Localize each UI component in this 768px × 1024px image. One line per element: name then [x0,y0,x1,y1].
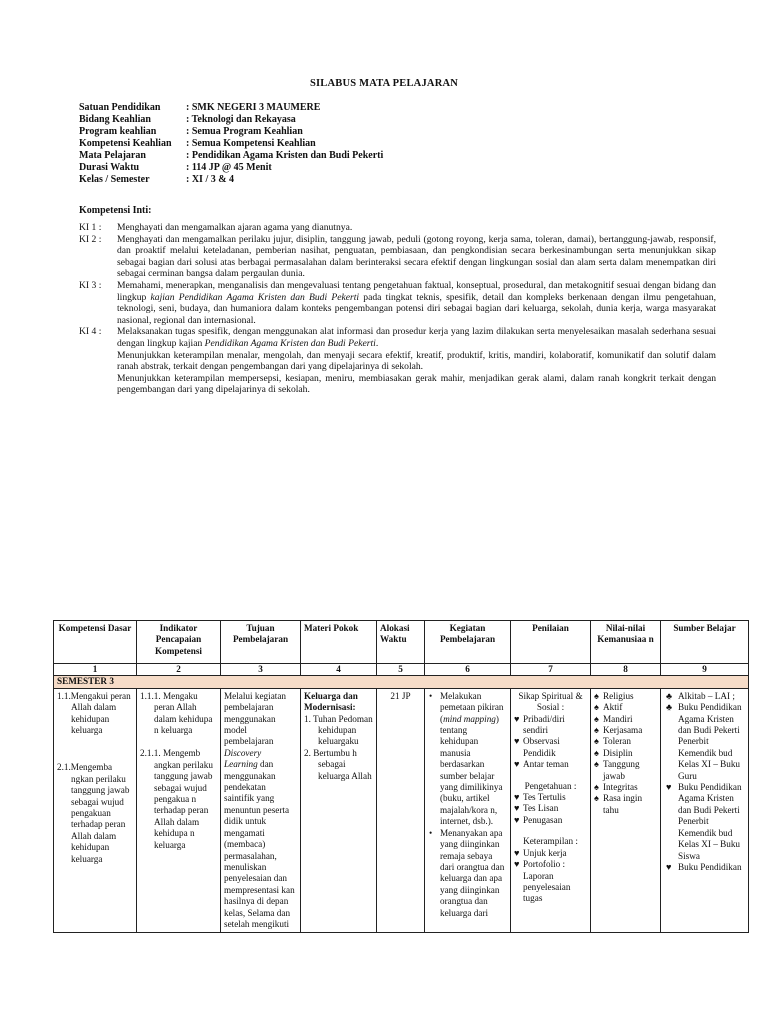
penilaian-heading: Sikap Spiritual & Sosial : [518,690,583,713]
spade-icon: ♠ [594,759,599,770]
list-item-text: Penugasan [523,814,563,825]
list-item [594,725,657,736]
kegiatan-cell [425,688,511,933]
kd-item: 2.1.Mengemba ngkan perilaku tanggung jawab sebagai wujud pengakuan terhadap peran Allah dalam kehidupan keluarga [57,762,130,864]
list-item-text: Buku Pendidikan Agama Kristen dan Budi Pekerti Penerbit Kemendik bud Kelas XI – Buku Guru [678,702,742,781]
info-label: Mata Pelajaran [79,150,146,161]
ki-text-part: . [375,337,379,349]
kegiatan-text: Melakukan pemetaan pikiran ( [440,690,504,724]
heart-icon: ♥ [666,782,672,793]
ipk-item: 1.1.1. Mengaku peran Allah dalam kehidupa n keluarga [140,690,213,736]
info-row [79,102,383,114]
list-item [594,714,657,725]
heart-icon: ♥ [514,736,520,747]
ki-text: Menunjukkan keterampilan menalar, mengolah, dan menyaji secara efektif, kreatif, produktif, kritis, mandiri, kolaboratif, komunikatif dan solutif dalam ranah abstrak, terkait dengan pengembangan dari yang dipelajarinya di sekolah. [117,349,716,373]
tujuan-text: dan menggunakan pendekatan saintifik yang menuntun peserta didik untuk mengamati (membaca) permasalahan, menuliskan penyelesaian dan mempresentasi kan hasilnya di depan kelas, Selama dan setelah mengikuti [224,759,295,929]
column-number: 2 [137,664,221,676]
list-item [666,782,745,862]
list-item-text: Kerjasama [603,725,643,736]
list-item [666,691,745,702]
spade-icon: ♠ [594,690,599,701]
info-label: Satuan Pendidikan [79,102,161,113]
document-title: SILABUS MATA PELAJARAN [309,78,459,89]
list-item [514,815,587,826]
list-item-text: Unjuk kerja [523,847,567,858]
tujuan-cell [221,688,301,933]
list-item-text: Mandiri [603,713,633,724]
info-label: Bidang Keahlian [79,114,151,125]
list-item [514,736,587,759]
column-header: Tujuan Pembelajaran [221,621,301,664]
club-icon: ♣ [666,702,673,713]
column-header: Nilai-nilai Kemanusiaa n [591,621,661,664]
info-row [79,174,383,186]
info-value: : Pendidikan Agama Kristen dan Budi Pekerti [186,150,384,161]
column-number: 9 [661,664,749,676]
column-number: 3 [221,664,301,676]
heart-icon: ♥ [514,814,520,825]
ipk-cell [137,688,221,933]
column-header: Alokasi Waktu [377,621,425,664]
materi-cell [301,688,377,933]
spade-icon: ♠ [594,793,599,804]
syllabus-table [53,620,749,933]
heart-icon: ♥ [514,803,520,814]
spade-icon: ♠ [594,725,599,736]
list-item [666,862,745,873]
info-value: : XI / 3 & 4 [186,174,235,185]
kegiatan-text: ) tentang kehidupan manusia berdasarkan sumber belajar yang dimilikinya (buku, artikel majalah/kora n, internet, dsb.). [440,713,503,827]
kegiatan-text-italic: mind mapping [443,713,496,724]
column-header: Kompetensi Dasar [54,621,137,664]
ki-text-italic: Pendidikan Agama Kristen dan Budi Pekerti [204,337,376,349]
kegiatan-item: • Menanyakan apa yang diinginkan remaja sebaya dari orangtua dan keluarga dan apa yang diinginkan orangtua dan keluarga dari [428,828,507,919]
ki-text [117,326,716,349]
ki-item [79,222,716,234]
list-item-text: Tes Tertulis [523,792,566,803]
ipk-item: 2.1.1. Mengemb angkan perilaku tanggung jawab sebagai wujud pengakua n terhadap peran Allah dalam kehidupa n keluarga [140,748,213,850]
column-header: Sumber Belajar [661,621,749,664]
heart-icon: ♥ [514,847,520,858]
list-item-text: Disiplin [603,747,633,758]
list-item-text: Rasa ingin tahu [603,793,643,815]
ki-number: KI 3 : [79,279,102,291]
column-number: 7 [511,664,591,676]
list-item [514,848,587,859]
column-header: Indikator Pencapaian Kompetensi [137,621,221,664]
column-header: Kegiatan Pembelajaran [425,621,511,664]
info-label: Kelas / Semester [79,174,150,185]
info-value: : Semua Program Keahlian [186,126,303,137]
heart-icon: ♥ [514,713,520,724]
info-label: Program keahlian [79,126,157,137]
kd-item: 1.1.Mengakui peran Allah dalam kehidupan keluarga [57,690,131,736]
info-value: : 114 JP @ 45 Menit [186,162,272,173]
list-item-text: Integritas [603,782,638,793]
info-row [79,114,383,126]
ki-heading: Kompetensi Inti: [79,205,152,216]
spade-icon: ♠ [594,747,599,758]
list-item-text: Aktif [603,702,623,713]
table-header-row [54,621,749,664]
ki-text: Menghayati dan mengamalkan perilaku jujur, disiplin, tanggung jawab, peduli (gotong royong, kerja sama, toleran, damai), bertanggung-jawab, responsif, dan proaktif melalui keteladanan, pemberian nasihat, penguatan, pembiasaan, dan pengkondisian secara berkesinambungan serta menunjukkan sikap sebagai bagian dari solusi atas berbagai permasalahan dalam berinteraksi secara efektif dengan lingkungan sosial dan alam serta dalam menempatkan diri sebagai cerminan bangsa dalam pergaulan dunia. [117,233,716,280]
spade-icon: ♠ [594,702,599,713]
penilaian-cell [511,688,591,933]
ki-number: KI 2 : [79,233,102,245]
kd-cell [54,688,137,933]
list-item [594,782,657,793]
info-row [79,138,383,150]
materi-item: 1. Tuhan Pedoman kehidupan keluargaku [304,713,373,747]
ki-item [79,326,716,396]
heart-icon: ♥ [666,861,672,872]
list-item [594,691,657,702]
column-number-row [54,664,749,676]
heart-icon: ♥ [514,759,520,770]
semester-label: SEMESTER 3 [54,676,749,688]
list-item-text: Tanggung jawab [603,759,640,781]
spade-icon: ♠ [594,782,599,793]
list-item-text: Buku Pendidikan Agama Kristen dan Budi Pekerti Penerbit Kemendik bud Kelas XI – Buku Siswa [678,782,742,861]
materi-title: Keluarga dan Modernisasi: [304,690,358,713]
info-label: Durasi Waktu [79,162,140,173]
ki-text: Menghayati dan mengamalkan ajaran agama yang dianutnya. [117,222,353,233]
ki-number: KI 4 : [79,326,102,338]
list-item [514,803,587,814]
list-item [594,702,657,713]
info-value: : SMK NEGERI 3 MAUMERE [186,102,321,113]
list-item-text: Alkitab – LAI ; [678,690,735,701]
materi-item: 2. Bertumbu h sebagai keluarga Allah [304,747,372,781]
sumber-list [664,691,745,874]
info-row [79,162,383,174]
nilai-cell [591,688,661,933]
penilaian-heading: Keterampilan : [523,836,578,847]
list-item-text: Tes Lisan [523,803,559,814]
column-number: 8 [591,664,661,676]
nilai-list [594,691,657,816]
heart-icon: ♥ [514,792,520,803]
penilaian-list [514,848,587,905]
penilaian-list [514,714,587,771]
ki-text-part: pada tingkat teknis, spesifik, detail dan kompleks berkenaan dengan ilmu pengetahuan, teknologi, seni, budaya, dan humaniora dalam konteks pengembangan potensi diri sebagai bagian dari keluarga, sekolah, dunia kerja, warga masyarakat nasional, regional dan internasional. [117,291,716,326]
list-item [514,759,587,770]
ki-list [79,222,716,396]
ki-text-part: Melaksanakan tugas spesifik, dengan menggunakan alat informasi dan prosedur kerja yang lazim dilakukan serta menyelesaikan masalah sederhana sesuai dengan lingkup kajian [117,326,716,349]
info-label: Kompetensi Keahlian [79,138,172,149]
list-item [594,748,657,759]
ki-text [117,280,716,326]
ki-item [79,280,716,326]
penilaian-heading: Pengetahuan : [524,780,577,791]
list-item-text: Religius [603,690,634,701]
kegiatan-list [428,691,507,919]
spade-icon: ♠ [594,736,599,747]
list-item-text: Portofolio : Laporan penyelesaian tugas [523,859,571,904]
penilaian-list [514,792,587,826]
ki-text-italic: kajian Pendidikan Agama Kristen dan Budi Pekerti [150,291,360,303]
info-value: : Semua Kompetensi Keahlian [186,138,316,149]
list-item [514,859,587,905]
list-item [514,714,587,737]
list-item-text: Toleran [603,736,631,747]
ki-text: Menunjukkan keterampilan mempersepsi, kesiapan, meniru, membiasakan gerak mahir, menjadikan gerak alami, dalam ranah kongkrit terkait dengan pengembangan dari yang dipelajarinya di sekolah. [117,372,716,396]
club-icon: ♣ [666,690,673,701]
column-number: 1 [54,664,137,676]
column-number: 4 [301,664,377,676]
list-item [594,793,657,816]
ki-item [79,234,716,280]
column-number: 5 [377,664,425,676]
info-value: : Teknologi dan Rekayasa [186,114,296,125]
list-item-text: Pribadi/diri sendiri [523,713,565,736]
spade-icon: ♠ [594,713,599,724]
kegiatan-item [428,691,507,828]
heart-icon: ♥ [514,859,520,870]
ki-number: KI 1 : [79,222,102,233]
list-item-text: Observasi Pendidik [523,736,560,758]
alokasi-cell: 21 JP [377,688,425,933]
semester-row [54,676,749,688]
tujuan-text: Melalui kegiatan pembelajaran menggunakan model pembelajaran [224,690,286,747]
column-header: Penilaian [511,621,591,664]
list-item [666,702,745,782]
table-row [54,688,749,933]
list-item [594,759,657,782]
list-item-text: Antar teman [523,759,569,770]
identity-block [79,102,383,186]
list-item [594,736,657,747]
sumber-cell [661,688,749,933]
ki-text-part: Memahami, menerapkan, menganalisis dan mengevaluasi tentang pengetahuan faktual, konseptual, prosedural, dan metakognitif sesuai dengan bidang dan lingkup [117,279,716,303]
info-row [79,150,383,162]
info-row [79,126,383,138]
tujuan-text-italic: Discovery Learning [224,747,262,770]
column-number: 6 [425,664,511,676]
list-item-text: Buku Pendidikan [678,861,742,872]
column-header: Materi Pokok [301,621,377,664]
list-item [514,792,587,803]
